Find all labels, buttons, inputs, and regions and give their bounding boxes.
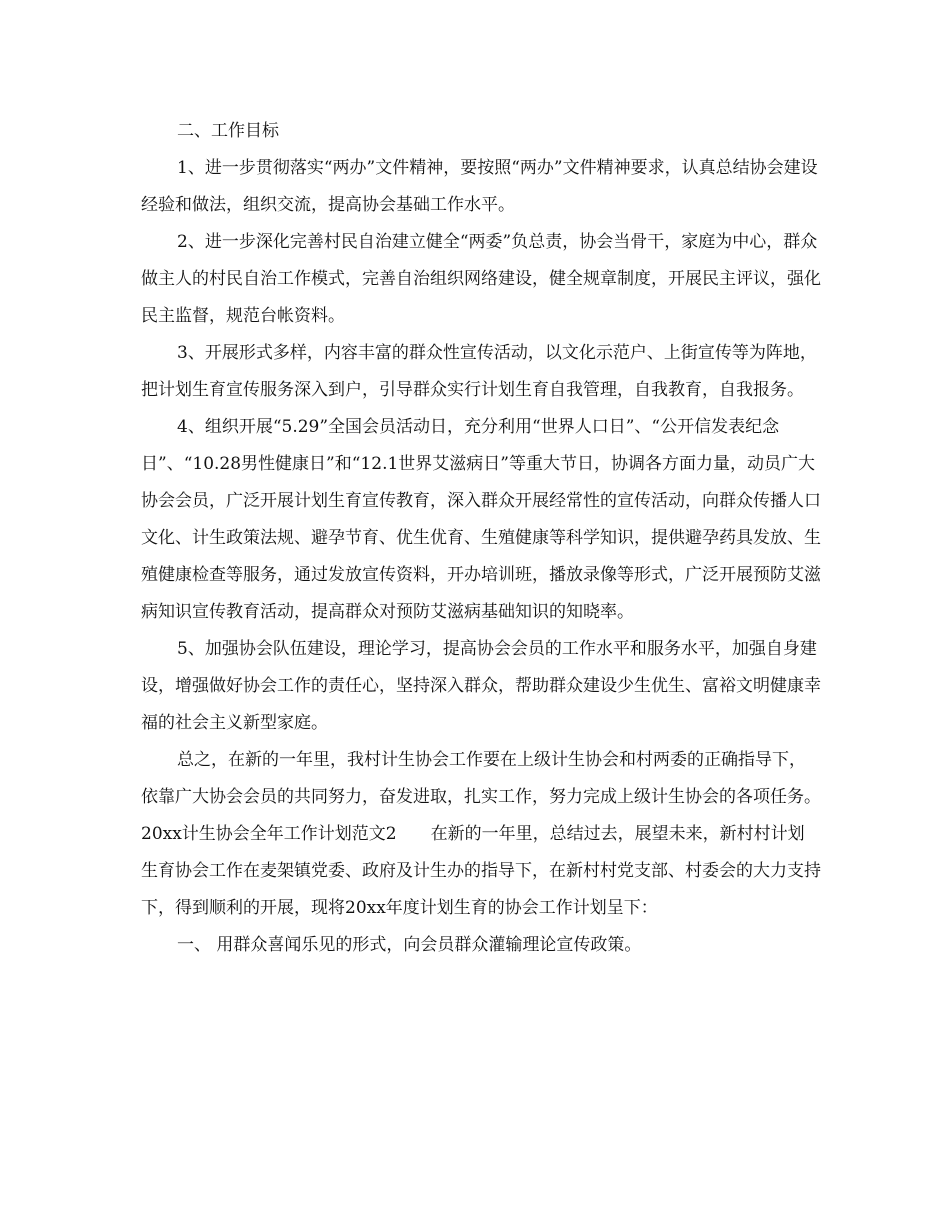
section-heading: 二、工作目标: [177, 121, 279, 141]
paragraph-summary: 总之，在新的一年里，我村计生协会工作要在上级计生协会和村两委的正确指导下，依靠广大协会会员的共同努力，奋发进取，扎实工作，努力完成上级计生协会的各项任务。: [141, 750, 821, 807]
paragraph-sample-2-intro: 20xx计生协会全年工作计划范文2 在新的一年里，总结过去，展望未来，新村村计划生育协会工作在麦架镇党委、政府及计生办的指导下，在新村村党支部、村委会的大力支持下，得到顺利的开展，现将20xx年度计划生育的协会工作计划呈下：: [141, 824, 821, 918]
paragraph-goal-5: 5、加强协会队伍建设，理论学习，提高协会会员的工作水平和服务水平，加强自身建设，增强做好协会工作的责任心，坚持深入群众，帮助群众建设少生优生、富裕文明健康幸福的社会主义新型家庭。: [141, 639, 821, 733]
document-body: [141, 113, 821, 964]
paragraph-sample-2-item-1: 一、 用群众喜闻乐见的形式，向会员群众灌输理论宣传政策。: [177, 935, 642, 955]
paragraph-goal-2: 2、进一步深化完善村民自治建立健全“两委”负总责，协会当骨干，家庭为中心，群众做主人的村民自治工作模式，完善自治组织网络建设，健全规章制度，开展民主评议，强化民主监督，规范台帐资料。: [141, 232, 821, 326]
paragraph-goal-1: 1、进一步贯彻落实“两办”文件精神，要按照“两办”文件精神要求，认真总结协会建设经验和做法，组织交流，提高协会基础工作水平。: [141, 158, 818, 215]
paragraph-goal-3: 3、开展形式多样，内容丰富的群众性宣传活动，以文化示范户、上街宣传等为阵地，把计划生育宣传服务深入到户，引导群众实行计划生育自我管理，自我教育，自我报务。: [141, 343, 817, 400]
paragraph-goal-4: 4、组织开展“5.29”全国会员活动日，充分利用“世界人口日”、“公开信发表纪念日”、“10.28男性健康日”和“12.1世界艾滋病日”等重大节日，协调各方面力量，动员广大协会会员，广泛开展计划生育宣传教育，深入群众开展经常性的宣传活动，向群众传播人口文化、计生政策法规、避孕节育、优生优育、生殖健康等科学知识，提供避孕药具发放、生殖健康检查等服务，通过发放宣传资料，开办培训班，播放录像等形式，广泛开展预防艾滋病知识宣传教育活动，提高群众对预防艾滋病基础知识的知晓率。: [141, 417, 821, 622]
